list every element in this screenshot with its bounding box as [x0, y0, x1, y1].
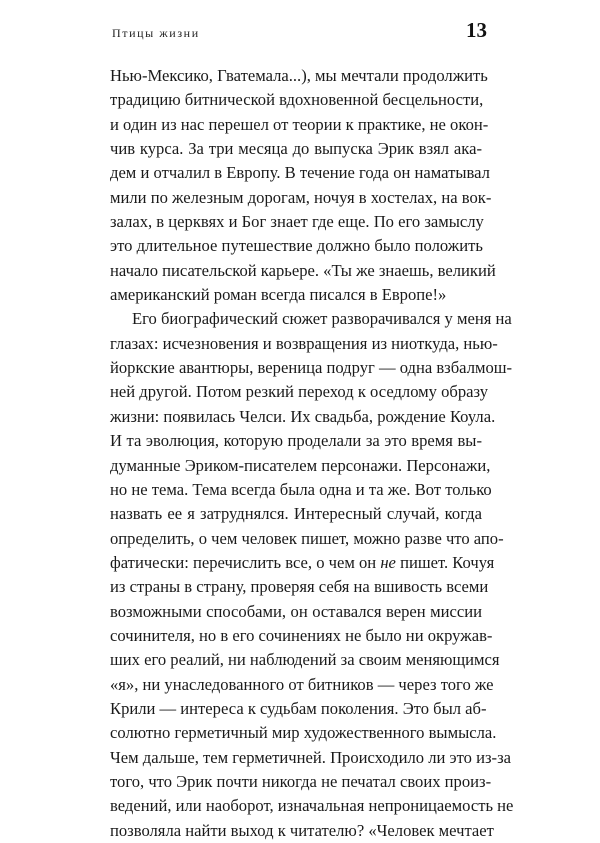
- text-line: сочинителя, но в его сочинениях не было ни окружав-: [110, 625, 493, 645]
- text-line: жизни: появилась Челси. Их свадьба, рождение Коула.: [110, 406, 496, 426]
- text-line: назвать ее я затруднялся. Интересный случай, когда: [110, 504, 482, 524]
- text-line: Нью-Мексико, Гватемала...), мы мечтали продолжить: [110, 66, 488, 85]
- text-line: йоркские авантюры, вереница подруг — одна взбалмош-: [110, 358, 513, 378]
- text-line: Крили — интереса к судьбам поколения. Это был аб-: [110, 698, 487, 718]
- text-segment: фатически: перечислить все, о чем он: [110, 552, 381, 572]
- text-line: американский роман всегда писался в Европе!»: [110, 285, 447, 305]
- text-line: ней другой. Потом резкий переход к оседлому образу: [110, 382, 489, 402]
- text-line: возможными способами, он оставался верен миссии: [110, 601, 482, 621]
- text-line: мили по железным дорогам, ночуя в хостелах, на вок-: [110, 187, 492, 207]
- paragraph-first-line: Его биографический сюжет разворачивался у меня на: [132, 309, 512, 329]
- text-line: чив курса. За три месяца до выпуска Эрик взял ака-: [110, 139, 482, 159]
- text-line: ших его реалий, ни наблюдений за своим меняющимся: [110, 650, 500, 670]
- text-line: начало писательской карьере. «Ты же знаешь, великий: [110, 260, 496, 280]
- page-number: 13: [466, 18, 487, 42]
- text-line: думанные Эриком-писателем персонажи. Персонажи,: [110, 455, 491, 475]
- text-line: определить, о чем человек пишет, можно разве что апо-: [110, 528, 504, 548]
- text-line: ведений, или наоборот, изначальная непроницаемость не: [110, 796, 514, 816]
- text-line: «я», ни унаследованного от битников — через того же: [110, 674, 494, 694]
- text-line: солютно герметичный мир художественного вымысла.: [110, 723, 497, 743]
- text-line: позволяла найти выход к читателю? «Человек мечтает: [110, 820, 494, 840]
- text-line: того, что Эрик почти никогда не печатал своих произ-: [110, 771, 492, 791]
- text-line: И та эволюция, которую проделали за это время вы-: [110, 431, 482, 451]
- emphasized-word: не: [380, 552, 396, 572]
- running-title: Птицы жизни: [112, 26, 200, 40]
- text-line: традицию битнической вдохновенной бесцельности,: [110, 90, 484, 110]
- text-segment: пишет. Кочуя: [395, 552, 495, 572]
- text-line: дем и отчалил в Европу. В течение года он наматывал: [110, 163, 490, 183]
- body-text: [110, 64, 514, 843]
- text-line: но не тема. Тема всегда была одна и та же. Вот только: [110, 479, 492, 499]
- text-line: это длительное путешествие должно было положить: [110, 236, 483, 256]
- text-line: из страны в страну, проверяя себя на вшивость всеми: [110, 577, 489, 597]
- text-line: залах, в церквях и Бог знает где еще. По его замыслу: [110, 212, 484, 232]
- text-line: глазах: исчезновения и возвращения из ниоткуда, нью-: [110, 333, 498, 353]
- text-line: и один из нас перешел от теории к практике, не окон-: [110, 114, 489, 134]
- text-line: Чем дальше, тем герметичней. Происходило ли это из-за: [110, 747, 511, 767]
- text-line-with-emphasis: [110, 551, 495, 575]
